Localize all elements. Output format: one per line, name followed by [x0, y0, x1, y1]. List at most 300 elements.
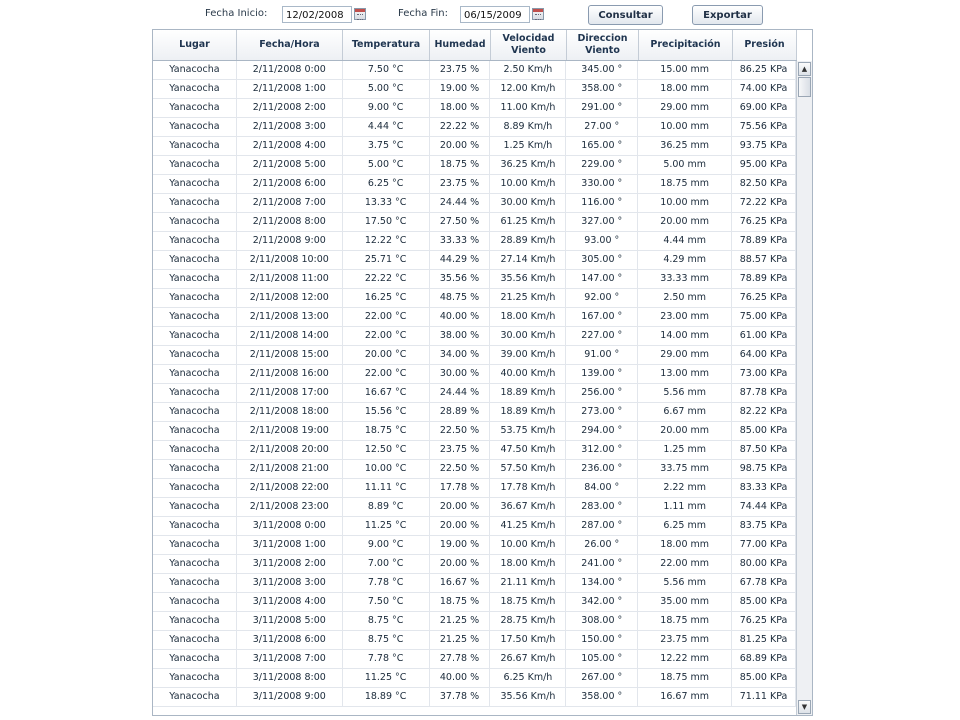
cell-temperatura: 22.22 °C: [343, 270, 430, 288]
cell-direccion-viento: 267.00 °: [566, 669, 638, 687]
cell-precipitacion: 2.22 mm: [638, 479, 732, 497]
cell-presion: 71.11 KPa: [732, 688, 796, 706]
cell-lugar: Yanacocha: [153, 403, 237, 421]
cell-humedad: 23.75 %: [430, 61, 491, 79]
table-row[interactable]: [153, 365, 796, 384]
cell-direccion-viento: 150.00 °: [566, 631, 638, 649]
cell-humedad: 23.75 %: [430, 175, 491, 193]
cell-direccion-viento: 134.00 °: [566, 574, 638, 592]
cell-temperatura: 7.50 °C: [343, 593, 430, 611]
cell-precipitacion: 10.00 mm: [638, 194, 732, 212]
cell-presion: 61.00 KPa: [732, 327, 796, 345]
cell-direccion-viento: 342.00 °: [566, 593, 638, 611]
cell-lugar: Yanacocha: [153, 555, 237, 573]
cell-temperatura: 6.25 °C: [343, 175, 430, 193]
cell-presion: 95.00 KPa: [732, 156, 796, 174]
cell-precipitacion: 20.00 mm: [638, 213, 732, 231]
cell-temperatura: 12.50 °C: [343, 441, 430, 459]
cell-direccion-viento: 308.00 °: [566, 612, 638, 630]
cell-direccion-viento: 287.00 °: [566, 517, 638, 535]
cell-fecha-hora: 2/11/2008 19:00: [237, 422, 343, 440]
cell-fecha-hora: 2/11/2008 13:00: [237, 308, 343, 326]
cell-temperatura: 11.11 °C: [343, 479, 430, 497]
cell-velocidad-viento: 17.50 Km/h: [490, 631, 566, 649]
cell-temperatura: 17.50 °C: [343, 213, 430, 231]
grid-header: [153, 30, 797, 61]
cell-direccion-viento: 273.00 °: [566, 403, 638, 421]
table-row[interactable]: [153, 118, 796, 137]
cell-humedad: 37.78 %: [430, 688, 491, 706]
table-row[interactable]: [153, 688, 796, 707]
table-row[interactable]: [153, 422, 796, 441]
cell-fecha-hora: 2/11/2008 7:00: [237, 194, 343, 212]
cell-presion: 85.00 KPa: [732, 669, 796, 687]
table-row[interactable]: [153, 137, 796, 156]
cell-direccion-viento: 327.00 °: [566, 213, 638, 231]
cell-direccion-viento: 105.00 °: [566, 650, 638, 668]
cell-humedad: 35.56 %: [430, 270, 491, 288]
cell-fecha-hora: 2/11/2008 17:00: [237, 384, 343, 402]
cell-velocidad-viento: 35.56 Km/h: [490, 270, 566, 288]
cell-fecha-hora: 2/11/2008 4:00: [237, 137, 343, 155]
cell-presion: 86.25 KPa: [732, 61, 796, 79]
cell-humedad: 28.89 %: [430, 403, 491, 421]
cell-fecha-hora: 2/11/2008 12:00: [237, 289, 343, 307]
filter-toolbar: [0, 0, 960, 30]
cell-precipitacion: 29.00 mm: [638, 346, 732, 364]
cell-lugar: Yanacocha: [153, 365, 237, 383]
cell-direccion-viento: 256.00 °: [566, 384, 638, 402]
cell-precipitacion: 15.00 mm: [638, 61, 732, 79]
cell-temperatura: 13.33 °C: [343, 194, 430, 212]
cell-lugar: Yanacocha: [153, 346, 237, 364]
cell-temperatura: 18.75 °C: [343, 422, 430, 440]
cell-velocidad-viento: 2.50 Km/h: [490, 61, 566, 79]
cell-velocidad-viento: 30.00 Km/h: [490, 194, 566, 212]
cell-fecha-hora: 2/11/2008 5:00: [237, 156, 343, 174]
cell-precipitacion: 2.50 mm: [638, 289, 732, 307]
cell-temperatura: 22.00 °C: [343, 327, 430, 345]
cell-direccion-viento: 93.00 °: [566, 232, 638, 250]
cell-presion: 67.78 KPa: [732, 574, 796, 592]
cell-velocidad-viento: 41.25 Km/h: [490, 517, 566, 535]
end-date-label: Fecha Fin:: [398, 8, 449, 19]
cell-direccion-viento: 167.00 °: [566, 308, 638, 326]
cell-velocidad-viento: 28.75 Km/h: [490, 612, 566, 630]
cell-velocidad-viento: 39.00 Km/h: [490, 346, 566, 364]
table-row[interactable]: [153, 61, 796, 80]
cell-precipitacion: 6.25 mm: [638, 517, 732, 535]
cell-velocidad-viento: 12.00 Km/h: [490, 80, 566, 98]
cell-humedad: 20.00 %: [430, 555, 491, 573]
cell-humedad: 33.33 %: [430, 232, 491, 250]
start-calendar-icon[interactable]: [354, 8, 366, 20]
cell-fecha-hora: 2/11/2008 18:00: [237, 403, 343, 421]
cell-presion: 78.89 KPa: [732, 232, 796, 250]
cell-humedad: 17.78 %: [430, 479, 491, 497]
cell-humedad: 20.00 %: [430, 517, 491, 535]
cell-direccion-viento: 116.00 °: [566, 194, 638, 212]
cell-lugar: Yanacocha: [153, 631, 237, 649]
cell-humedad: 16.67 %: [430, 574, 491, 592]
cell-temperatura: 25.71 °C: [343, 251, 430, 269]
cell-lugar: Yanacocha: [153, 213, 237, 231]
column-header-presion[interactable]: Presión: [733, 30, 797, 60]
cell-velocidad-viento: 35.56 Km/h: [490, 688, 566, 706]
cell-fecha-hora: 2/11/2008 20:00: [237, 441, 343, 459]
cell-temperatura: 11.25 °C: [343, 669, 430, 687]
cell-presion: 82.22 KPa: [732, 403, 796, 421]
cell-presion: 74.44 KPa: [732, 498, 796, 516]
cell-precipitacion: 5.56 mm: [638, 574, 732, 592]
scroll-up-arrow-icon[interactable]: ▲: [798, 62, 811, 76]
column-header-lugar[interactable]: Lugar: [153, 30, 237, 60]
table-row[interactable]: [153, 308, 796, 327]
cell-presion: 73.00 KPa: [732, 365, 796, 383]
cell-temperatura: 22.00 °C: [343, 365, 430, 383]
cell-presion: 82.50 KPa: [732, 175, 796, 193]
consultar-button[interactable]: Consultar: [588, 5, 663, 25]
cell-presion: 76.25 KPa: [732, 289, 796, 307]
cell-lugar: Yanacocha: [153, 498, 237, 516]
table-row[interactable]: [153, 593, 796, 612]
cell-presion: 80.00 KPa: [732, 555, 796, 573]
cell-direccion-viento: 26.00 °: [566, 536, 638, 554]
table-row[interactable]: [153, 270, 796, 289]
table-row[interactable]: [153, 99, 796, 118]
cell-velocidad-viento: 40.00 Km/h: [490, 365, 566, 383]
cell-temperatura: 5.00 °C: [343, 156, 430, 174]
cell-velocidad-viento: 10.00 Km/h: [490, 175, 566, 193]
cell-fecha-hora: 3/11/2008 3:00: [237, 574, 343, 592]
cell-lugar: Yanacocha: [153, 688, 237, 706]
table-row[interactable]: [153, 517, 796, 536]
cell-temperatura: 9.00 °C: [343, 99, 430, 117]
cell-direccion-viento: 345.00 °: [566, 61, 638, 79]
cell-velocidad-viento: 36.25 Km/h: [490, 156, 566, 174]
cell-precipitacion: 29.00 mm: [638, 99, 732, 117]
cell-humedad: 19.00 %: [430, 536, 491, 554]
table-row[interactable]: [153, 441, 796, 460]
cell-fecha-hora: 2/11/2008 10:00: [237, 251, 343, 269]
cell-fecha-hora: 2/11/2008 8:00: [237, 213, 343, 231]
cell-direccion-viento: 330.00 °: [566, 175, 638, 193]
cell-fecha-hora: 3/11/2008 1:00: [237, 536, 343, 554]
weather-data-grid: [152, 29, 813, 716]
cell-fecha-hora: 2/11/2008 14:00: [237, 327, 343, 345]
table-row[interactable]: [153, 669, 796, 688]
cell-humedad: 40.00 %: [430, 669, 491, 687]
cell-direccion-viento: 165.00 °: [566, 137, 638, 155]
cell-lugar: Yanacocha: [153, 251, 237, 269]
cell-velocidad-viento: 26.67 Km/h: [490, 650, 566, 668]
table-row[interactable]: [153, 251, 796, 270]
cell-direccion-viento: 294.00 °: [566, 422, 638, 440]
cell-temperatura: 7.50 °C: [343, 61, 430, 79]
cell-precipitacion: 10.00 mm: [638, 118, 732, 136]
cell-presion: 74.00 KPa: [732, 80, 796, 98]
cell-precipitacion: 36.25 mm: [638, 137, 732, 155]
cell-temperatura: 3.75 °C: [343, 137, 430, 155]
cell-velocidad-viento: 53.75 Km/h: [490, 422, 566, 440]
cell-direccion-viento: 147.00 °: [566, 270, 638, 288]
cell-humedad: 21.25 %: [430, 612, 491, 630]
cell-presion: 83.75 KPa: [732, 517, 796, 535]
cell-lugar: Yanacocha: [153, 593, 237, 611]
cell-presion: 87.50 KPa: [732, 441, 796, 459]
table-row[interactable]: [153, 403, 796, 422]
cell-precipitacion: 18.00 mm: [638, 80, 732, 98]
cell-humedad: 23.75 %: [430, 441, 491, 459]
cell-temperatura: 7.78 °C: [343, 574, 430, 592]
cell-temperatura: 18.89 °C: [343, 688, 430, 706]
cell-fecha-hora: 2/11/2008 23:00: [237, 498, 343, 516]
cell-velocidad-viento: 8.89 Km/h: [490, 118, 566, 136]
table-row[interactable]: [153, 460, 796, 479]
cell-precipitacion: 23.75 mm: [638, 631, 732, 649]
cell-lugar: Yanacocha: [153, 118, 237, 136]
table-row[interactable]: [153, 80, 796, 99]
cell-temperatura: 20.00 °C: [343, 346, 430, 364]
table-row[interactable]: [153, 289, 796, 308]
cell-presion: 68.89 KPa: [732, 650, 796, 668]
cell-temperatura: 8.89 °C: [343, 498, 430, 516]
cell-temperatura: 9.00 °C: [343, 536, 430, 554]
cell-lugar: Yanacocha: [153, 156, 237, 174]
cell-fecha-hora: 3/11/2008 8:00: [237, 669, 343, 687]
cell-lugar: Yanacocha: [153, 650, 237, 668]
column-header-direccion-viento[interactable]: Direccion Viento: [567, 30, 639, 60]
cell-humedad: 18.75 %: [430, 156, 491, 174]
cell-fecha-hora: 2/11/2008 1:00: [237, 80, 343, 98]
start-date-input[interactable]: 12/02/2008: [282, 6, 352, 23]
cell-lugar: Yanacocha: [153, 441, 237, 459]
table-row[interactable]: [153, 156, 796, 175]
cell-presion: 78.89 KPa: [732, 270, 796, 288]
cell-velocidad-viento: 36.67 Km/h: [490, 498, 566, 516]
cell-precipitacion: 18.75 mm: [638, 669, 732, 687]
cell-temperatura: 16.25 °C: [343, 289, 430, 307]
cell-precipitacion: 6.67 mm: [638, 403, 732, 421]
cell-direccion-viento: 312.00 °: [566, 441, 638, 459]
cell-precipitacion: 23.00 mm: [638, 308, 732, 326]
cell-fecha-hora: 3/11/2008 0:00: [237, 517, 343, 535]
cell-presion: 83.33 KPa: [732, 479, 796, 497]
cell-fecha-hora: 3/11/2008 4:00: [237, 593, 343, 611]
cell-humedad: 27.78 %: [430, 650, 491, 668]
cell-humedad: 22.22 %: [430, 118, 491, 136]
table-row[interactable]: [153, 536, 796, 555]
cell-presion: 85.00 KPa: [732, 422, 796, 440]
cell-direccion-viento: 229.00 °: [566, 156, 638, 174]
cell-precipitacion: 5.56 mm: [638, 384, 732, 402]
cell-humedad: 24.44 %: [430, 194, 491, 212]
cell-velocidad-viento: 17.78 Km/h: [490, 479, 566, 497]
cell-direccion-viento: 305.00 °: [566, 251, 638, 269]
cell-lugar: Yanacocha: [153, 232, 237, 250]
cell-velocidad-viento: 1.25 Km/h: [490, 137, 566, 155]
cell-direccion-viento: 291.00 °: [566, 99, 638, 117]
cell-temperatura: 5.00 °C: [343, 80, 430, 98]
cell-lugar: Yanacocha: [153, 327, 237, 345]
cell-fecha-hora: 2/11/2008 11:00: [237, 270, 343, 288]
column-header-precipitacion[interactable]: Precipitación: [639, 30, 733, 60]
cell-lugar: Yanacocha: [153, 194, 237, 212]
exportar-button[interactable]: Exportar: [692, 5, 763, 25]
cell-temperatura: 12.22 °C: [343, 232, 430, 250]
cell-lugar: Yanacocha: [153, 99, 237, 117]
cell-precipitacion: 12.22 mm: [638, 650, 732, 668]
cell-lugar: Yanacocha: [153, 460, 237, 478]
table-row[interactable]: [153, 574, 796, 593]
cell-lugar: Yanacocha: [153, 536, 237, 554]
cell-direccion-viento: 139.00 °: [566, 365, 638, 383]
cell-precipitacion: 4.29 mm: [638, 251, 732, 269]
cell-humedad: 38.00 %: [430, 327, 491, 345]
cell-temperatura: 16.67 °C: [343, 384, 430, 402]
table-row[interactable]: [153, 631, 796, 650]
cell-precipitacion: 4.44 mm: [638, 232, 732, 250]
cell-direccion-viento: 91.00 °: [566, 346, 638, 364]
cell-velocidad-viento: 47.50 Km/h: [490, 441, 566, 459]
cell-fecha-hora: 3/11/2008 2:00: [237, 555, 343, 573]
scroll-thumb[interactable]: [798, 77, 811, 97]
cell-precipitacion: 5.00 mm: [638, 156, 732, 174]
cell-velocidad-viento: 18.75 Km/h: [490, 593, 566, 611]
table-row[interactable]: [153, 213, 796, 232]
cell-lugar: Yanacocha: [153, 270, 237, 288]
cell-direccion-viento: 84.00 °: [566, 479, 638, 497]
cell-direccion-viento: 227.00 °: [566, 327, 638, 345]
cell-fecha-hora: 2/11/2008 15:00: [237, 346, 343, 364]
cell-presion: 85.00 KPa: [732, 593, 796, 611]
table-row[interactable]: [153, 346, 796, 365]
cell-lugar: Yanacocha: [153, 479, 237, 497]
cell-lugar: Yanacocha: [153, 669, 237, 687]
cell-temperatura: 10.00 °C: [343, 460, 430, 478]
cell-lugar: Yanacocha: [153, 612, 237, 630]
cell-fecha-hora: 2/11/2008 2:00: [237, 99, 343, 117]
cell-velocidad-viento: 28.89 Km/h: [490, 232, 566, 250]
cell-presion: 75.56 KPa: [732, 118, 796, 136]
cell-direccion-viento: 358.00 °: [566, 80, 638, 98]
cell-velocidad-viento: 61.25 Km/h: [490, 213, 566, 231]
table-row[interactable]: [153, 498, 796, 517]
cell-velocidad-viento: 11.00 Km/h: [490, 99, 566, 117]
cell-velocidad-viento: 18.00 Km/h: [490, 308, 566, 326]
table-row[interactable]: [153, 479, 796, 498]
table-row[interactable]: [153, 175, 796, 194]
cell-velocidad-viento: 21.25 Km/h: [490, 289, 566, 307]
scroll-down-arrow-icon[interactable]: ▼: [798, 700, 811, 714]
cell-humedad: 19.00 %: [430, 80, 491, 98]
cell-fecha-hora: 3/11/2008 6:00: [237, 631, 343, 649]
cell-humedad: 48.75 %: [430, 289, 491, 307]
cell-velocidad-viento: 6.25 Km/h: [490, 669, 566, 687]
cell-temperatura: 11.25 °C: [343, 517, 430, 535]
cell-presion: 72.22 KPa: [732, 194, 796, 212]
vertical-scrollbar[interactable]: [796, 61, 812, 715]
cell-velocidad-viento: 27.14 Km/h: [490, 251, 566, 269]
cell-temperatura: 8.75 °C: [343, 612, 430, 630]
cell-direccion-viento: 241.00 °: [566, 555, 638, 573]
cell-presion: 88.57 KPa: [732, 251, 796, 269]
cell-precipitacion: 18.00 mm: [638, 536, 732, 554]
cell-fecha-hora: 3/11/2008 5:00: [237, 612, 343, 630]
column-header-fecha-hora[interactable]: Fecha/Hora: [237, 30, 343, 60]
cell-humedad: 22.50 %: [430, 422, 491, 440]
cell-velocidad-viento: 18.00 Km/h: [490, 555, 566, 573]
table-row[interactable]: [153, 327, 796, 346]
cell-fecha-hora: 2/11/2008 6:00: [237, 175, 343, 193]
cell-velocidad-viento: 18.89 Km/h: [490, 384, 566, 402]
cell-humedad: 34.00 %: [430, 346, 491, 364]
cell-precipitacion: 33.33 mm: [638, 270, 732, 288]
cell-humedad: 20.00 %: [430, 498, 491, 516]
cell-humedad: 27.50 %: [430, 213, 491, 231]
cell-presion: 98.75 KPa: [732, 460, 796, 478]
cell-humedad: 40.00 %: [430, 308, 491, 326]
cell-precipitacion: 35.00 mm: [638, 593, 732, 611]
cell-presion: 76.25 KPa: [732, 213, 796, 231]
cell-presion: 76.25 KPa: [732, 612, 796, 630]
cell-lugar: Yanacocha: [153, 574, 237, 592]
cell-precipitacion: 14.00 mm: [638, 327, 732, 345]
cell-fecha-hora: 2/11/2008 16:00: [237, 365, 343, 383]
cell-velocidad-viento: 30.00 Km/h: [490, 327, 566, 345]
cell-direccion-viento: 92.00 °: [566, 289, 638, 307]
cell-lugar: Yanacocha: [153, 289, 237, 307]
cell-fecha-hora: 2/11/2008 3:00: [237, 118, 343, 136]
cell-fecha-hora: 3/11/2008 9:00: [237, 688, 343, 706]
column-header-velocidad-viento[interactable]: Velocidad Viento: [491, 30, 567, 60]
table-row[interactable]: [153, 232, 796, 251]
cell-lugar: Yanacocha: [153, 175, 237, 193]
cell-precipitacion: 1.11 mm: [638, 498, 732, 516]
table-row[interactable]: [153, 612, 796, 631]
cell-humedad: 44.29 %: [430, 251, 491, 269]
cell-fecha-hora: 2/11/2008 21:00: [237, 460, 343, 478]
table-row[interactable]: [153, 555, 796, 574]
cell-lugar: Yanacocha: [153, 308, 237, 326]
cell-presion: 75.00 KPa: [732, 308, 796, 326]
cell-precipitacion: 1.25 mm: [638, 441, 732, 459]
cell-lugar: Yanacocha: [153, 80, 237, 98]
cell-velocidad-viento: 21.11 Km/h: [490, 574, 566, 592]
start-date-label: Fecha Inicio:: [205, 8, 268, 19]
cell-velocidad-viento: 18.89 Km/h: [490, 403, 566, 421]
cell-presion: 77.00 KPa: [732, 536, 796, 554]
table-row[interactable]: [153, 384, 796, 403]
cell-direccion-viento: 27.00 °: [566, 118, 638, 136]
cell-precipitacion: 18.75 mm: [638, 175, 732, 193]
cell-temperatura: 7.00 °C: [343, 555, 430, 573]
cell-humedad: 24.44 %: [430, 384, 491, 402]
grid-body[interactable]: [153, 61, 796, 715]
cell-temperatura: 7.78 °C: [343, 650, 430, 668]
column-header-humedad[interactable]: Humedad: [430, 30, 491, 60]
cell-humedad: 20.00 %: [430, 137, 491, 155]
table-row[interactable]: [153, 194, 796, 213]
end-date-input[interactable]: 06/15/2009: [460, 6, 530, 23]
cell-humedad: 22.50 %: [430, 460, 491, 478]
table-row[interactable]: [153, 650, 796, 669]
column-header-temperatura[interactable]: Temperatura: [343, 30, 430, 60]
end-calendar-icon[interactable]: [532, 8, 544, 20]
cell-temperatura: 8.75 °C: [343, 631, 430, 649]
cell-presion: 81.25 KPa: [732, 631, 796, 649]
cell-fecha-hora: 2/11/2008 9:00: [237, 232, 343, 250]
